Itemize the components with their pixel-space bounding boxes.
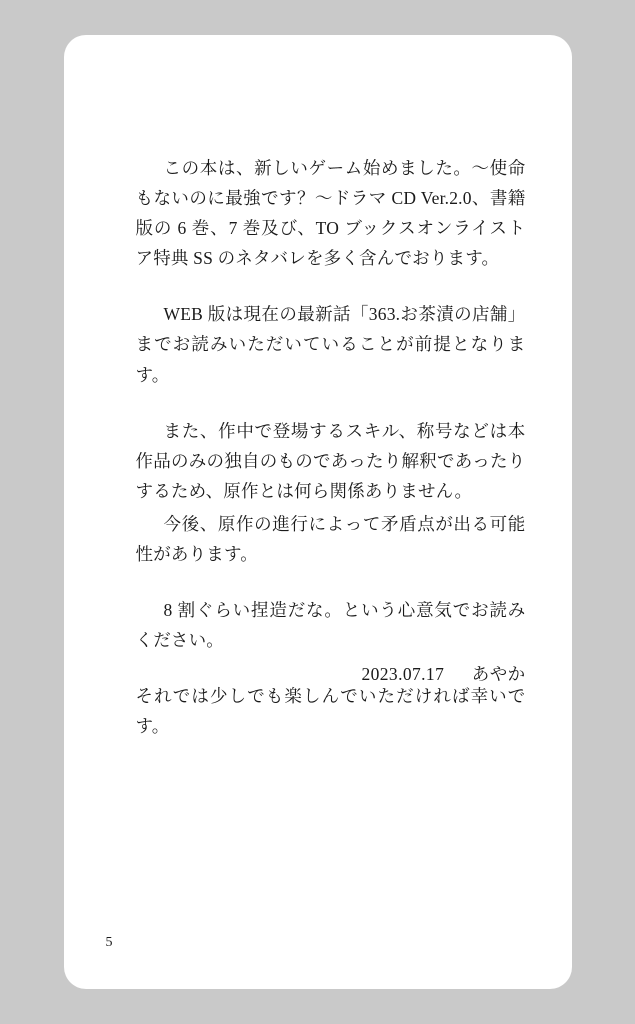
paragraph-fabrication-notice: 8 割ぐらい捏造だな。という心意気でお読みください。 — [135, 600, 526, 651]
paragraph-spacer — [136, 390, 526, 416]
paragraph-spoiler-notice: この本は、新しいゲーム始めました。〜使命もないのに最強です？〜ドラマ CD Ver.2.0、書籍版の 6 巻、7 巻及び、TO ブックスオンライストア特典 SS のネタバレを多く含んでおります。 — [135, 158, 526, 269]
paragraph-contradiction-notice: 今後、原作の進行によって矛盾点が出る可能性があります。 — [135, 513, 526, 565]
paragraph-original-skills-notice: また、作中で登場するスキル、称号などは本作品のみの独自のものであったり解釈であったりするため、原作とは何ら関係ありません。 — [135, 420, 526, 501]
paragraph-spacer — [136, 569, 526, 595]
book-page — [64, 35, 572, 989]
paragraph-web-version-notice: WEB 版は現在の最新話「363.お茶漬の店舗」までお読みいただいていることが前提となります。 — [135, 304, 526, 385]
signature-block — [136, 661, 526, 686]
page-number: 5 — [105, 935, 113, 950]
signature-author: あやか — [471, 664, 526, 684]
page-body — [136, 153, 526, 742]
paragraph-closing-notice: それでは少しでも楽しんでいただければ幸いです。 — [135, 686, 526, 737]
paragraph-spacer — [136, 273, 526, 299]
signature-date: 2023.07.17 — [361, 664, 445, 684]
